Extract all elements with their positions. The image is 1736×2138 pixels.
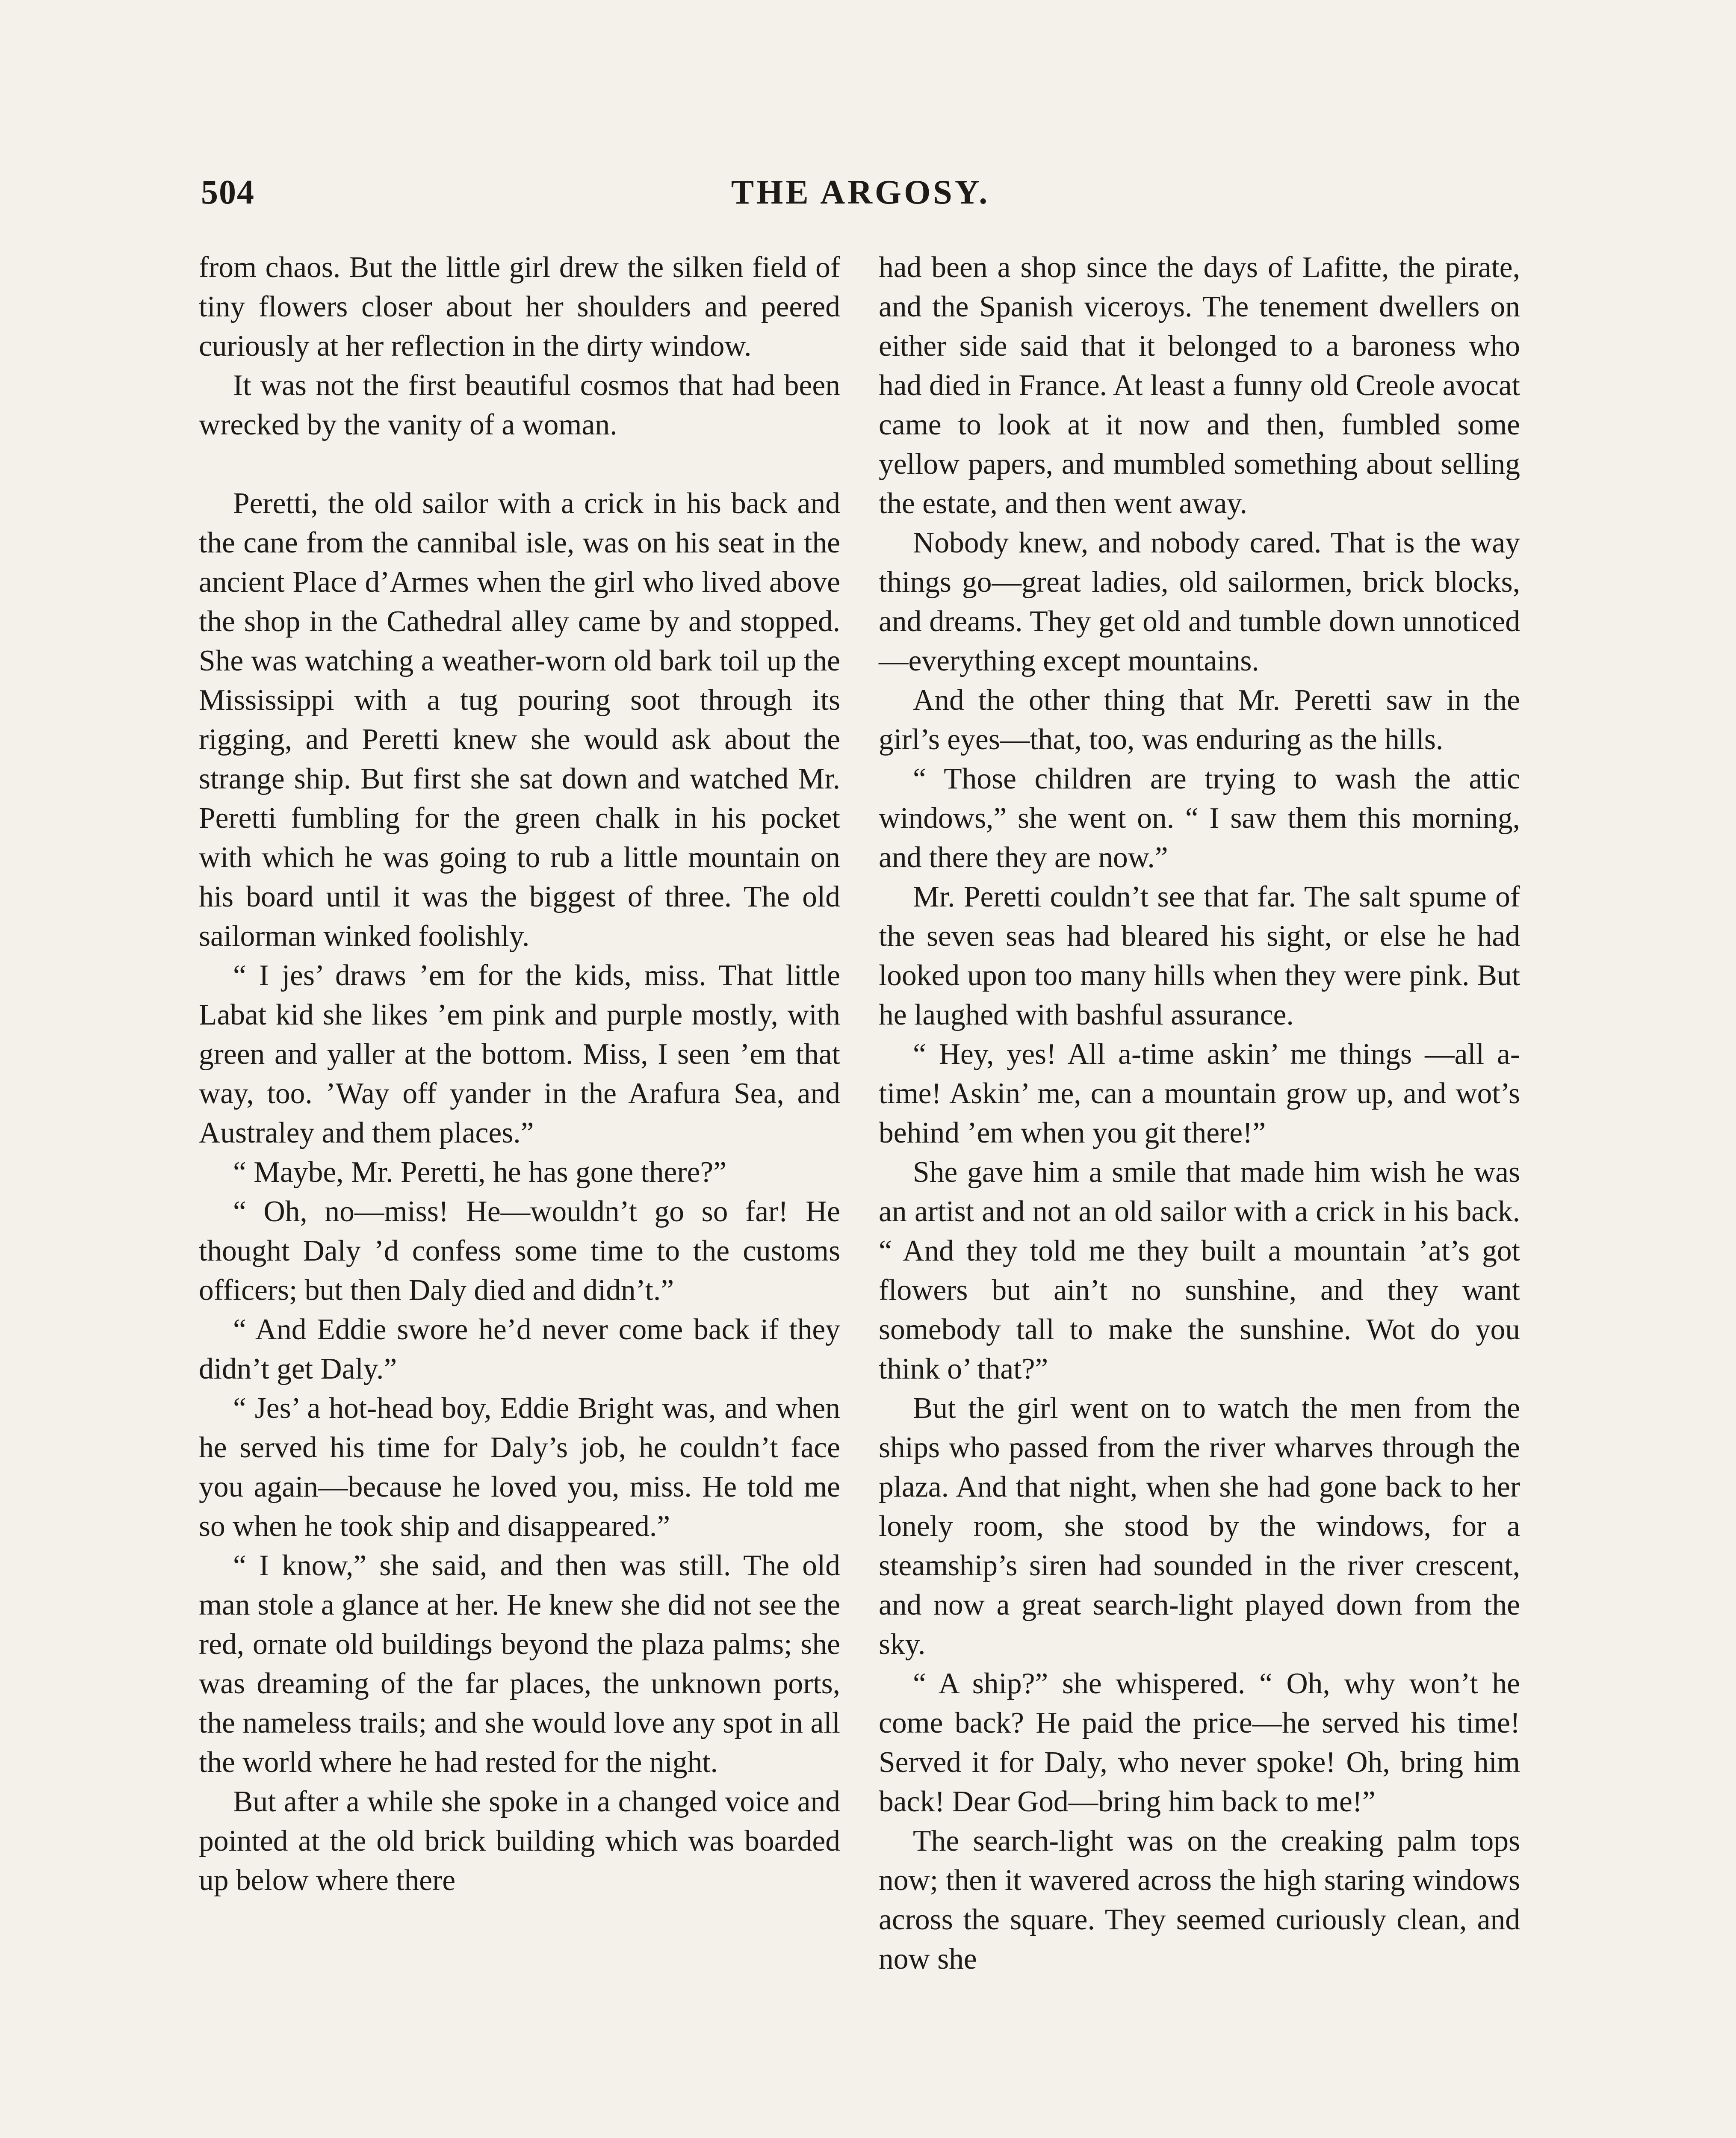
- paragraph: But after a while she spoke in a changed voice and pointed at the old brick building which was boarded up below where there: [199, 1785, 840, 1897]
- paragraph: “ I jes’ draws ’em for the kids, miss. That little Labat kid she likes ’em pink and purple mostly, with green and yaller at the bottom. Miss, I seen ’em that way, too. ’Way off yander in the Arafura Sea, and Australey and them places.”: [199, 959, 840, 1149]
- paragraph: “ Maybe, Mr. Peretti, he has gone there?”: [233, 1156, 727, 1189]
- paragraph: But the girl went on to watch the men from the ships who passed from the river wharves through the plaza. And that night, when she had gone back to her lonely room, she stood by the windows, for a steamship’s siren had sounded in the river crescent, and now a great search-light played down from the sky.: [879, 1392, 1520, 1661]
- paragraph: “ Oh, no—miss! He—wouldn’t go so far! He thought Daly ’d confess some time to the customs officers; but then Daly died and didn’t.”: [199, 1195, 840, 1307]
- running-head-title: THE ARGOSY.: [731, 174, 990, 211]
- paragraph: She gave him a smile that made him wish he was an artist and not an old sailor with a crick in his back. “ And they told me they built a mountain ’at’s got flowers but ain’t no sunshine, and they want somebody tall to make the sunshine. Wot do you think o’ that?”: [879, 1156, 1520, 1385]
- paragraph: “ I know,” she said, and then was still. The old man stole a glance at her. He knew she did not see the red, ornate old buildings beyond the plaza palms; she was dreaming of the far places, the unknown ports, the nameless trails; and she would love any spot in all the world where he had rested for the night.: [199, 1549, 840, 1779]
- left-column: [199, 248, 840, 1900]
- paragraph: from chaos. But the little girl drew the silken field of tiny flowers closer about her shoulders and peered curiously at her reflection in the dirty window.: [199, 251, 840, 363]
- paragraph: It was not the first beautiful cosmos that had been wrecked by the vanity of a woman.: [199, 369, 840, 441]
- paragraph: The search-light was on the creaking palm tops now; then it wavered across the high staring windows across the square. They seemed curiously clean, and now she: [879, 1825, 1520, 1976]
- paragraph: “ And Eddie swore he’d never come back if they didn’t get Daly.”: [199, 1313, 840, 1385]
- paragraph: “ Jes’ a hot-head boy, Eddie Bright was, and when he served his time for Daly’s job, he couldn’t face you again—because he loved you, miss. He told me so when he took ship and disappeared.”: [199, 1392, 840, 1543]
- paragraph: Peretti, the old sailor with a crick in his back and the cane from the cannibal isle, was on his seat in the ancient Place d’Armes when the girl who lived above the shop in the Cathedral alley came by and stopped. She was watching a weather-worn old bark toil up the Mississippi with a tug pouring soot through its rigging, and Peretti knew she would ask about the strange ship. But first she sat down and watched Mr. Peretti fumbling for the green chalk in his pocket with which he was going to rub a little mountain on his board until it was the biggest of three. The old sailorman winked foolishly.: [199, 487, 840, 953]
- paragraph: “ A ship?” she whispered. “ Oh, why won’t he come back? He paid the price—he served his time! Served it for Daly, who never spoke! Oh, bring him back! Dear God—bring him back to me!”: [879, 1667, 1520, 1818]
- page-number: 504: [201, 174, 255, 211]
- paragraph: Mr. Peretti couldn’t see that far. The salt spume of the seven seas had bleared his sight, or else he had looked upon too many hills when they were pink. But he laughed with bashful assurance.: [879, 880, 1520, 1031]
- page-header: [201, 173, 1520, 220]
- paragraph: had been a shop since the days of Lafitte, the pirate, and the Spanish viceroys. The tenement dwellers on either side said that it belonged to a baroness who had died in France. At least a funny old Creole avocat came to look at it now and then, fumbled some yellow papers, and mumbled something about selling the estate, and then went away.: [879, 251, 1520, 520]
- paragraph: “ Hey, yes! All a-time askin’ me things —all a-time! Askin’ me, can a mountain grow up, and wot’s behind ’em when you git there!”: [879, 1038, 1520, 1149]
- right-column: [879, 248, 1520, 1979]
- paragraph: And the other thing that Mr. Peretti saw in the girl’s eyes—that, too, was enduring as the hills.: [879, 684, 1520, 756]
- paragraph: Nobody knew, and nobody cared. That is the way things go—great ladies, old sailormen, brick blocks, and dreams. They get old and tumble down unnoticed—everything except mountains.: [879, 526, 1520, 677]
- paragraph: “ Those children are trying to wash the attic windows,” she went on. “ I saw them this morning, and there they are now.”: [879, 762, 1520, 874]
